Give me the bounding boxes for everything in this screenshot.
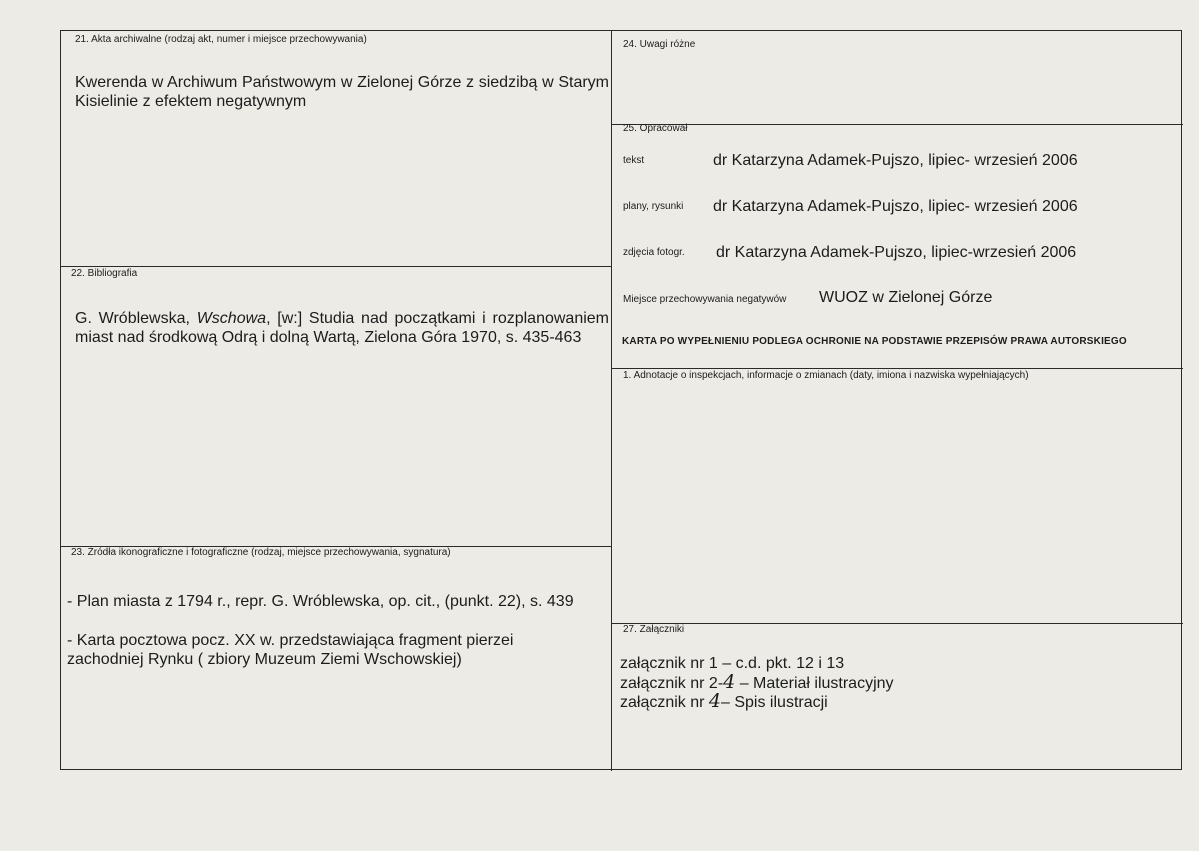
author-row-tekst-value: dr Katarzyna Adamek-Pujszo, lipiec- wrzesień 2006 (713, 152, 1078, 169)
handwritten-number: 4 (708, 690, 722, 712)
section-27-label: 27. Załączniki (623, 624, 685, 635)
bibliography-title: Wschowa (196, 310, 267, 327)
attachment-item-2: załącznik nr 2-4 – Materiał ilustracyjny (620, 671, 894, 693)
section-21-text: Kwerenda w Archiwum Państwowym w Zielonej Górze z siedzibą w Starym Kisielinie z efektem negatywnym (75, 74, 609, 110)
author-row-plany-value: dr Katarzyna Adamek-Pujszo, lipiec- wrzesień 2006 (713, 198, 1078, 215)
author-row-zdjecia-value: dr Katarzyna Adamek-Pujszo, lipiec-wrzesień 2006 (716, 244, 1077, 261)
copyright-notice: KARTA PO WYPEŁNIENIU PODLEGA OCHRONIE NA PODSTAWIE PRZEPISÓW PRAWA AUTORSKIEGO (622, 336, 1127, 347)
attachment-item-3: załącznik nr 4– Spis ilustracji (620, 690, 828, 712)
heritage-record-card (60, 30, 1182, 770)
section-26-label: 1. Adnotacje o inspekcjach, informacje o zmianach (daty, imiona i nazwiska wypełniających) (623, 370, 1029, 381)
divider-26-27 (611, 623, 1183, 624)
handwritten-number: 4 (723, 671, 736, 693)
section-22-label: 22. Bibliografia (71, 268, 138, 279)
section-22-text (75, 309, 609, 347)
section-23-line-2: - Karta pocztowa pocz. XX w. przedstawiająca fragment pierzei zachodniej Rynku ( zbiory Muzeum Ziemi Wschowskiej) (67, 632, 514, 668)
bibliography-author: G. Wróblewska, (75, 310, 197, 327)
negatives-storage-label: Miejsce przechowywania negatywów (623, 294, 787, 305)
author-row-tekst-key: tekst (623, 155, 645, 166)
section-23-line-1: - Plan miasta z 1794 r., repr. G. Wróblewska, op. cit., (punkt. 22), s. 439 (67, 593, 574, 610)
divider-25-26 (611, 368, 1183, 369)
author-row-zdjecia-key: zdjęcia fotogr. (623, 247, 685, 258)
section-21-label: 21. Akta archiwalne (rodzaj akt, numer i miejsce przechowywania) (75, 34, 367, 45)
column-divider (611, 31, 612, 771)
negatives-storage-value: WUOZ w Zielonej Górze (819, 289, 993, 306)
section-24-label: 24. Uwagi różne (623, 39, 696, 50)
section-23-label: 23. Źródła ikonograficzne i fotograficzne (rodzaj, miejsce przechowywania, sygnatura) (71, 547, 451, 558)
section-25-label: 25. Opracował (623, 123, 688, 134)
divider-21-22 (61, 266, 611, 267)
attachment-item-1: załącznik nr 1 – c.d. pkt. 12 i 13 (620, 655, 845, 672)
bibliography-details: , [w:] Studia nad początkami i rozplanowaniem miast nad środkową Odrą i dolną Wartą, Zielona Góra 1970, s. 435-463 (75, 310, 609, 346)
divider-24-25 (611, 124, 1183, 125)
author-row-plany-key: plany, rysunki (623, 201, 684, 212)
